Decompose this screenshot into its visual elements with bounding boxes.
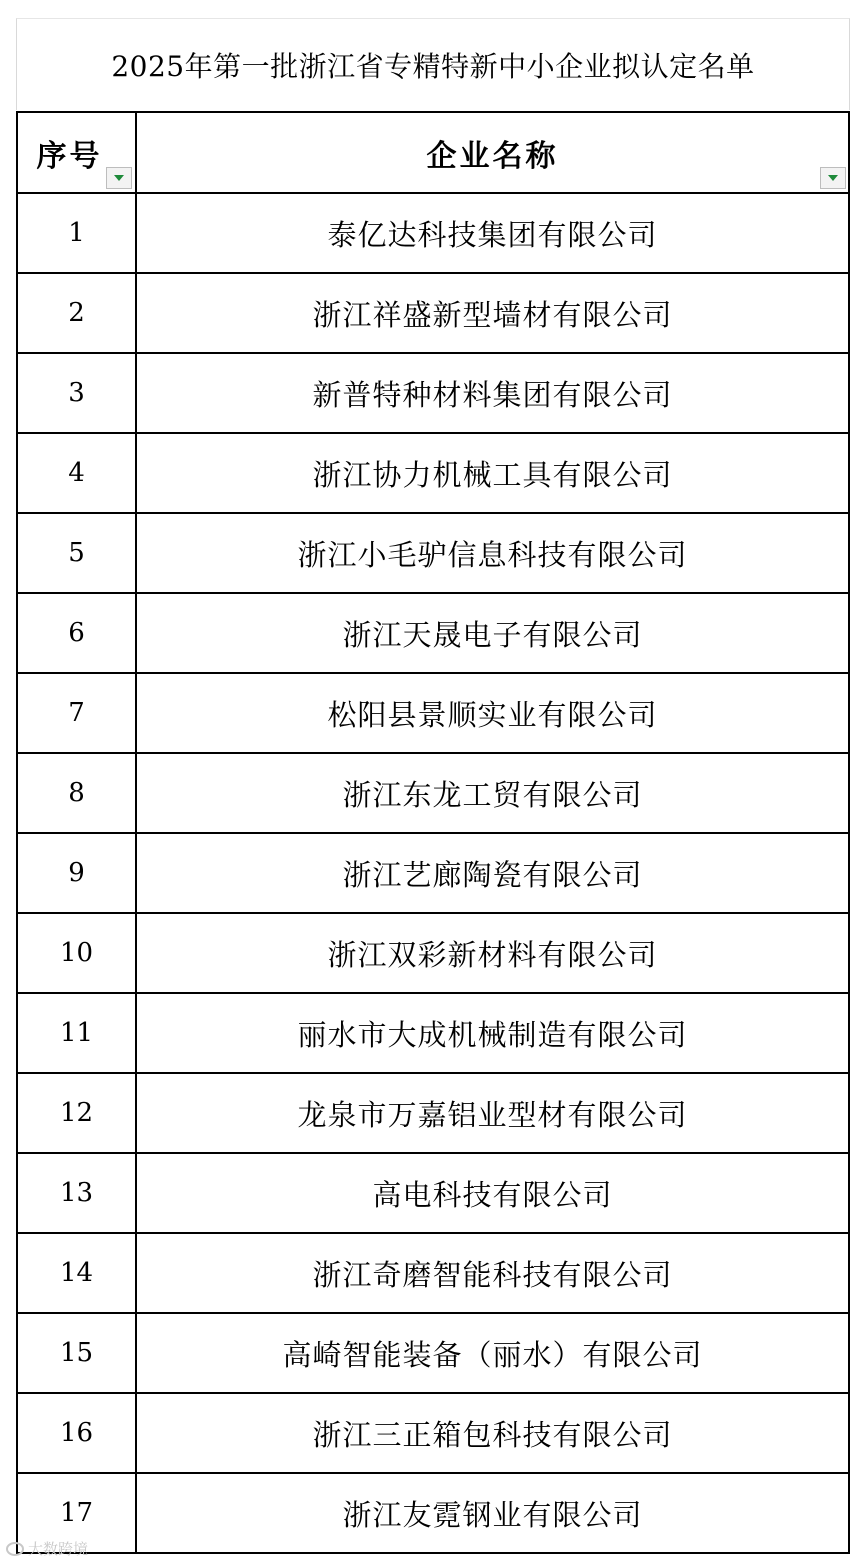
table-row (18, 1314, 848, 1394)
row-no: 14 (18, 1234, 137, 1312)
row-company-name: 浙江三正箱包科技有限公司 (312, 1417, 673, 1452)
row-no: 6 (18, 594, 137, 672)
row-company-name: 浙江东龙工贸有限公司 (342, 777, 643, 812)
table-row (18, 1234, 848, 1314)
row-company-name: 浙江双彩新材料有限公司 (327, 937, 658, 972)
row-company-name: 高电科技有限公司 (372, 1177, 613, 1212)
row-company-name: 新普特种材料集团有限公司 (312, 377, 673, 412)
row-company-name: 浙江小毛驴信息科技有限公司 (297, 537, 688, 572)
table-row (18, 1154, 848, 1234)
row-company-name: 浙江天晟电子有限公司 (342, 617, 643, 652)
row-no: 3 (18, 354, 137, 432)
table-row (18, 994, 848, 1074)
row-no: 5 (18, 514, 137, 592)
header-cell-no (18, 113, 137, 192)
table-row (18, 354, 848, 434)
enterprise-table (16, 111, 850, 1554)
watermark-text: 大数跨境 (28, 1540, 89, 1558)
watermark-logo-icon (6, 1542, 24, 1556)
row-no: 13 (18, 1154, 137, 1232)
filter-dropdown-icon[interactable] (106, 167, 132, 189)
table-row (18, 434, 848, 514)
row-no: 11 (18, 994, 137, 1072)
row-company-name: 浙江协力机械工具有限公司 (312, 457, 673, 492)
table-row (18, 754, 848, 834)
table-row (18, 674, 848, 754)
watermark (6, 1538, 88, 1559)
row-company-name: 泰亿达科技集团有限公司 (327, 217, 658, 252)
table-row (18, 594, 848, 674)
row-company-name: 松阳县景顺实业有限公司 (327, 697, 658, 732)
table-row (18, 514, 848, 594)
row-company-name: 浙江奇磨智能科技有限公司 (312, 1257, 673, 1292)
row-no: 17 (18, 1474, 137, 1552)
table-row (18, 1394, 848, 1474)
row-company-name: 龙泉市万嘉铝业型材有限公司 (297, 1097, 688, 1132)
table-row (18, 914, 848, 994)
table-header-row (18, 113, 848, 194)
header-cell-name (137, 113, 848, 192)
sheet-title (16, 18, 850, 110)
row-no: 16 (18, 1394, 137, 1472)
filter-dropdown-icon[interactable] (820, 167, 846, 189)
row-company-name: 高崎智能装备（丽水）有限公司 (282, 1337, 703, 1372)
row-no: 8 (18, 754, 137, 832)
table-row (18, 274, 848, 354)
row-company-name: 浙江艺廊陶瓷有限公司 (342, 857, 643, 892)
row-no: 15 (18, 1314, 137, 1392)
header-no-label: 序号 (36, 138, 103, 174)
row-no: 4 (18, 434, 137, 512)
table-row (18, 194, 848, 274)
row-no: 9 (18, 834, 137, 912)
row-no: 10 (18, 914, 137, 992)
table-row (18, 1074, 848, 1154)
header-name-label: 企业名称 (426, 138, 559, 174)
sheet-title-text: 2025年第一批浙江省专精特新中小企业拟认定名单 (111, 49, 755, 83)
table-row (18, 834, 848, 914)
row-company-name: 浙江祥盛新型墙材有限公司 (312, 297, 673, 332)
row-company-name: 丽水市大成机械制造有限公司 (297, 1017, 688, 1052)
row-no: 7 (18, 674, 137, 752)
row-no: 12 (18, 1074, 137, 1152)
row-no: 1 (18, 194, 137, 272)
row-company-name: 浙江友霓钢业有限公司 (342, 1497, 643, 1532)
table-row (18, 1474, 848, 1554)
row-no: 2 (18, 274, 137, 352)
